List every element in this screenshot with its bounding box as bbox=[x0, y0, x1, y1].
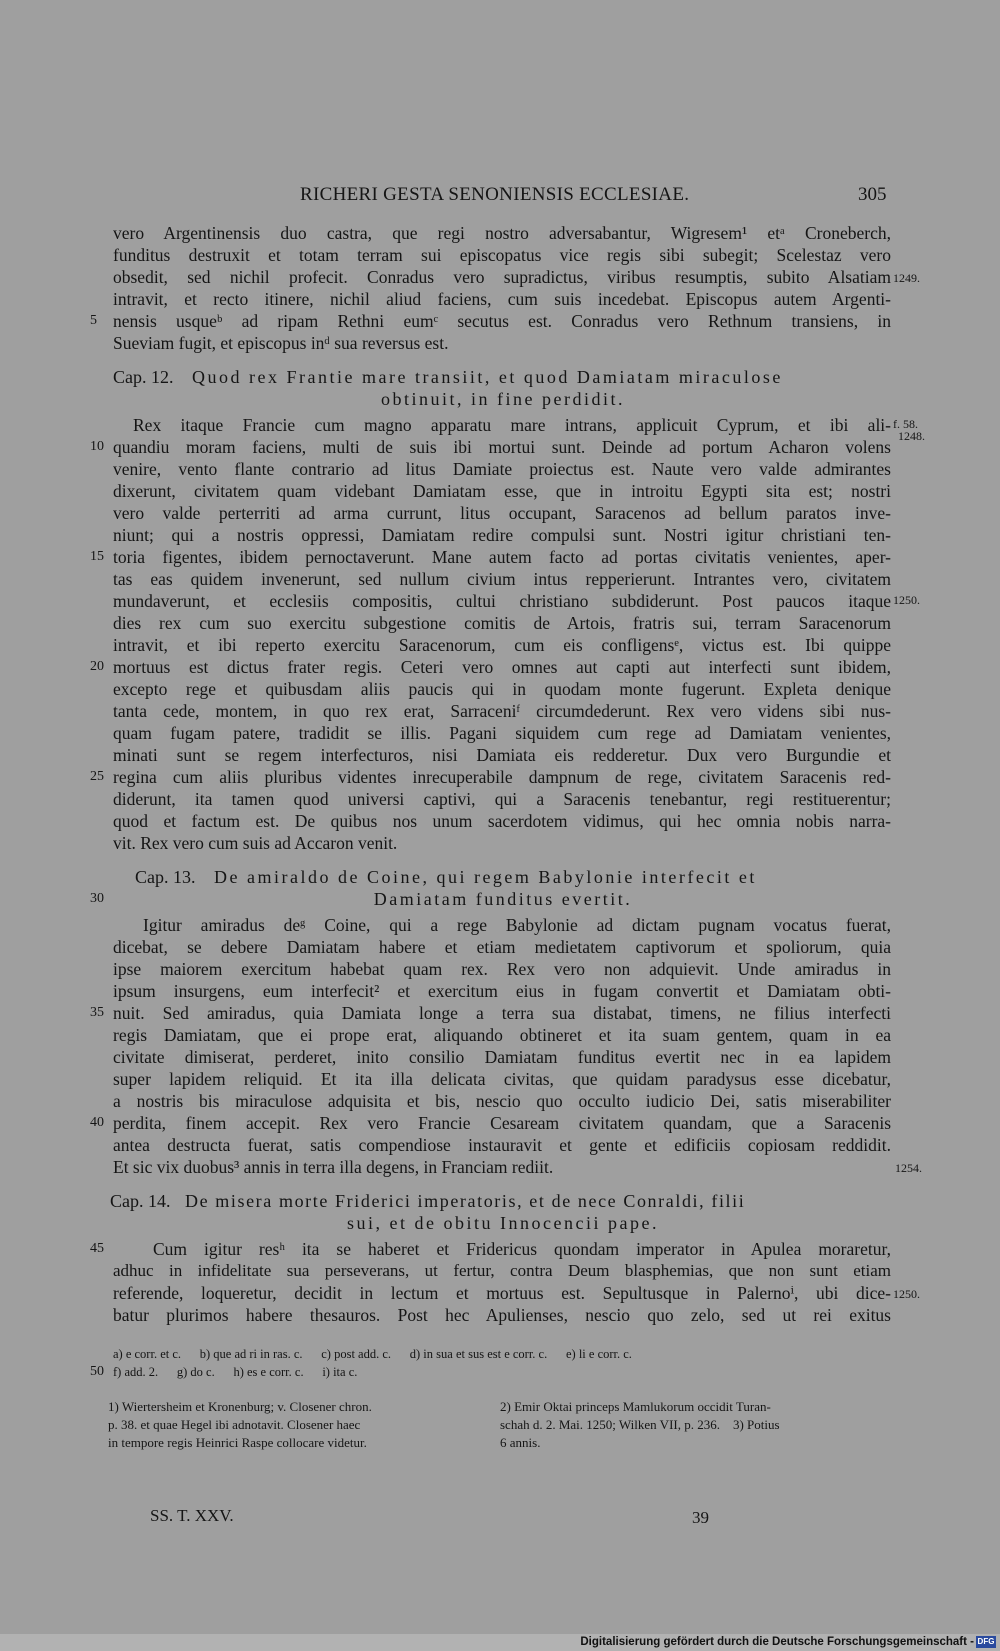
text-line: venire, vento flante contrario ad litus Damiate proiectus est. Naute vero valde admirantes bbox=[113, 459, 891, 479]
apparatus-line: f) add. 2. g) do c. h) es e corr. c. i) ita c. bbox=[113, 1365, 358, 1379]
line-number: 15 bbox=[90, 549, 104, 564]
chapter-title-cont: obtinuit, in fine perdidit. bbox=[381, 389, 625, 409]
text-line: obsedit, sed nichil profecit. Conradus vero supradictus, viribus resumptis, subito Alsatiam bbox=[113, 267, 891, 287]
text-line: quam fugam patere, tradidit se illis. Pagani siquidem cum rege ad Damiatam venientes, bbox=[113, 723, 891, 743]
dfg-logo-icon: DFG bbox=[977, 1637, 995, 1646]
text-line: perdita, finem accepit. Rex vero Francie Cesaream civitatem quandam, que a Saracenis bbox=[113, 1113, 891, 1133]
text-line: nuit. Sed amiradus, quia Damiata longe a terra sua distabat, timens, ne filius interfecti bbox=[113, 1003, 891, 1023]
running-header: RICHERI GESTA SENONIENSIS ECCLESIAE. bbox=[300, 184, 690, 205]
line-number: 25 bbox=[90, 769, 104, 784]
footnote-right: 6 annis. bbox=[500, 1435, 541, 1450]
line-number: 20 bbox=[90, 659, 104, 674]
text-line: niunt; qui a nostris oppressi, Damiatam redire compulsi sunt. Nostri igitur christiani ten- bbox=[113, 525, 891, 545]
text-line: minati sunt se regem interfecturos, nisi Damiata eis redderetur. Dux vero Burgundie et bbox=[113, 745, 891, 765]
text-line: referende, loqueretur, decidit in lectum et mortuus est. Sepultusque in Palernoⁱ, ubi dice- bbox=[113, 1283, 891, 1303]
line-number: 35 bbox=[90, 1005, 104, 1020]
margin-year: 1249. bbox=[893, 271, 920, 285]
text-line: regis Damiatam, que ei prope erat, aliquando obtineret et ita suam gentem, quam in ea bbox=[113, 1025, 891, 1045]
chapter-heading bbox=[135, 866, 893, 888]
sheet-number: 39 bbox=[692, 1508, 709, 1527]
line-number: 30 bbox=[90, 891, 104, 906]
text-line: tanta cede, montem, in quo rex erat, Sarraceniᶠ circumdederunt. Rex vero videns sibi nus- bbox=[113, 701, 891, 721]
line-number: 50 bbox=[90, 1364, 104, 1379]
text-line: regina cum aliis pluribus videntes inrecuperabile dampnum de rege, civitatem Saracenis red- bbox=[113, 767, 891, 787]
text-line: mundaverunt, et ecclesiis compositis, cultui christiano subdiderunt. Post paucos itaque bbox=[113, 591, 891, 611]
text-line: antea destructa fuerat, satis compendiose instauravit et gente et edificiis copiosam reddidit. bbox=[113, 1135, 891, 1155]
margin-year: 1248. bbox=[898, 429, 925, 443]
text-line: dies rex cum suo exercitu subgestione comitis de Artois, fratris sui, terram Saracenorum bbox=[113, 613, 891, 633]
text-line: super lapidem reliquid. Et ita illa delicata civitas, que quidam paradysus esse dicebatur, bbox=[113, 1069, 891, 1089]
text-line: tas eas quidem invenerunt, sed nullum civium intus repperierunt. Intrantes vero, civitatem bbox=[113, 569, 891, 589]
text-line: Igitur amiradus deᵍ Coine, qui a rege Babylonie ad dictam pugnam vocatus fuerat, bbox=[143, 915, 891, 935]
line-number: 40 bbox=[90, 1115, 104, 1130]
text-line: dixerunt, civitatem quam videbant Damiatam esse, que in introitu Egypti sita est; nostri bbox=[113, 481, 891, 501]
chapter-title-cont: Damiatam funditus evertit. bbox=[373, 889, 633, 909]
line-number: 45 bbox=[90, 1241, 104, 1256]
footnote-left: 1) Wiertersheim et Kronenburg; v. Closener chron. bbox=[108, 1399, 372, 1414]
chapter-label: Cap. 14. bbox=[110, 1191, 171, 1211]
chapter-title: De amiraldo de Coine, qui regem Babylonie interfecit et bbox=[214, 867, 757, 887]
text-line: ipse maiorem exercitum habebat quam rex. Rex vero non adquievit. Unde amiradus in bbox=[113, 959, 891, 979]
text-line: Et sic vix duobus³ annis in terra illa degens, in Franciam rediit. bbox=[113, 1157, 554, 1177]
text-line: nensis usqueᵇ ad ripam Rethni eumᶜ secutus est. Conradus vero Rethnum transiens, in bbox=[113, 311, 891, 331]
chapter-title: Quod rex Frantie mare transiit, et quod Damiatam miraculose bbox=[192, 367, 783, 387]
chapter-label: Cap. 13. bbox=[135, 867, 196, 887]
margin-year: 1254. bbox=[895, 1161, 922, 1175]
signature-mark: SS. T. XXV. bbox=[150, 1506, 234, 1525]
margin-year: 1250. bbox=[893, 593, 920, 607]
text-line: adhuc in infidelitate sua perseverans, ut fertur, contra Deum blasphemias, que non sunt etiam bbox=[113, 1261, 891, 1280]
text-line: civitate dimiserat, perderet, inito consilio Damiatam funditus evertit nec in ea lapidem bbox=[113, 1047, 891, 1067]
text-line: toria figentes, ibidem pernoctaverunt. Mane autem facto ad portas civitatis venientes, aper- bbox=[113, 547, 891, 567]
text-line: excepto rege et quibusdam aliis paucis qui in quodam monte fugerunt. Expleta denique bbox=[113, 679, 891, 699]
text-line: batur plurimos habere thesauros. Post hec Apulienses, nescio quo zelo, sed ut rei exitus bbox=[113, 1305, 891, 1325]
margin-year: 1250. bbox=[893, 1287, 920, 1301]
text-line: quandiu moram faciens, multi de suis ibi mortui sunt. Deinde ad portum Acharon volens bbox=[113, 437, 891, 457]
text-line: vit. Rex vero cum suis ad Accaron venit. bbox=[113, 833, 398, 853]
apparatus-line: a) e corr. et c. b) que ad ri in ras. c. c) post add. c. d) in sua et sus est e corr. c. e) li e corr. c. bbox=[113, 1347, 632, 1361]
text-line: Cum igitur resʰ ita se haberet et Fridericus quondam imperator in Apulea moraretur, bbox=[153, 1239, 891, 1259]
chapter-title: De misera morte Friderici imperatoris, et de nece Conraldi, filii bbox=[185, 1191, 746, 1211]
chapter-label: Cap. 12. bbox=[113, 367, 174, 387]
text-line: diderunt, ita tamen quod universi captivi, qui a Saracenis tenebantur, regi restituerentur; bbox=[113, 789, 891, 809]
text-line: dicebat, se debere Damiatam habere et etiam medietatem captivorum et spoliorum, quia bbox=[113, 937, 891, 957]
text-line: a nostris bis miraculose adquisita et bis, nescio quo occulto iudicio Dei, satis miserabiliter bbox=[113, 1091, 891, 1111]
margin-folio: f. 58. bbox=[893, 417, 918, 431]
footnote-left: in tempore regis Heinrici Raspe collocare videtur. bbox=[108, 1435, 367, 1450]
footnote-right: 2) Emir Oktai princeps Mamlukorum occidit Turan- bbox=[500, 1399, 771, 1414]
text-line: vero Argentinensis duo castra, que regi nostro adversabantur, Wigresem¹ etᵃ Croneberch, bbox=[113, 223, 891, 243]
line-number: 5 bbox=[90, 313, 97, 328]
text-line: quod et factum est. De quibus nos unum sacerdotem vidimus, qui hec omnia nobis narra- bbox=[113, 811, 891, 831]
footnote-right: schah d. 2. Mai. 1250; Wilken VII, p. 236. 3) Potius bbox=[500, 1417, 780, 1432]
text-line: Sueviam fugit, et episcopus inᵈ sua reversus est. bbox=[113, 333, 449, 353]
footnote-left: p. 38. et quae Hegel ibi adnotavit. Closener haec bbox=[108, 1417, 361, 1432]
line-number: 10 bbox=[90, 439, 104, 454]
text-line: funditus destruxit et totam terram sui episcopatus vice regis sibi subegit; Scelestaz vero bbox=[113, 245, 891, 265]
text-line: Rex itaque Francie cum magno apparatu mare intrans, applicuit Cyprum, et ibi ali- bbox=[133, 415, 891, 435]
chapter-title-cont: sui, et de obitu Innocencii pape. bbox=[347, 1213, 659, 1233]
text-line: ipsum insurgens, eum interfecit² et exercitum eius in fugam convertit et Damiatam obti- bbox=[113, 981, 891, 1001]
chapter-heading bbox=[110, 1190, 893, 1212]
text-line: mortuus est dictus frater regis. Ceteri vero omnes aut capti aut interfecti sunt ibidem, bbox=[113, 657, 891, 677]
chapter-heading bbox=[113, 366, 893, 388]
text-line: intravit, et ibi reperto exercitu Saracenorum, cum eis confligensᵉ, victus est. Ibi quippe bbox=[113, 635, 891, 655]
text-line: vero valde perterriti ad arma currunt, litus occupant, Saracenos ad bellum paratos inve- bbox=[113, 503, 891, 523]
page-number: 305 bbox=[858, 184, 887, 205]
text-line: intravit, et recto itinere, nichil aliud faciens, cum suis incedebat. Episcopus autem Argenti- bbox=[113, 289, 891, 309]
funding-credit: Digitalisierung gefördert durch die Deutsche Forschungsgemeinschaft - bbox=[580, 1636, 974, 1648]
